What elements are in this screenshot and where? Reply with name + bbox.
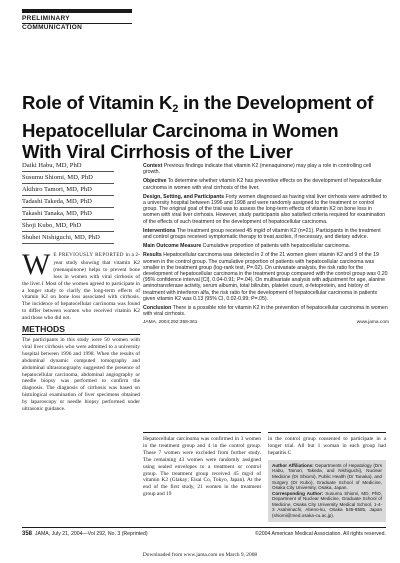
abstract-results — [143, 252, 389, 302]
design-head: Design, Setting, and Participants — [143, 193, 224, 200]
abstract-context — [143, 163, 389, 175]
author: Akihiro Tamori, MD, PhD — [22, 184, 114, 196]
intro-text: in a 2-year study showing that vitamin K2 (menaquinone) helps to prevent bone loss in women with viral cirrhosis of the liver.1 Most of the women agreed to participate in a longer study to clarify the long-term effects of vitamin K2 on bone loss associated with cirrhosis. The incidence of hepatocellular carcinoma was found to differ between women who received vitamin K2 and those who did not. — [22, 252, 141, 322]
results-head: Results — [143, 252, 162, 259]
abstract-conclusion — [143, 305, 389, 317]
citation-line — [143, 320, 389, 326]
abstract-objective — [143, 178, 389, 190]
download-notice: Downloaded from www.jama.com on March 9, 2008 — [142, 552, 258, 558]
author: Daiki Habu, MD, PhD — [22, 160, 114, 172]
author: Shoji Kubo, MD, PhD — [22, 220, 114, 232]
author: Tadashi Takeda, MD, PhD — [22, 196, 114, 208]
context-head: Context — [143, 163, 163, 169]
author-list — [22, 160, 114, 244]
interventions-text: The treatment group received 45 mg/d of vitamin K2 (n=21). Participants in the treatment and control groups received symptomatic therapy to treat ascites, if necessary, and dietary advice. — [143, 227, 381, 241]
body-column-3 — [268, 432, 386, 522]
page-footer — [22, 531, 386, 537]
copyright: ©2004 American Medical Association. All rights reserved. — [255, 531, 386, 537]
article-title — [22, 92, 382, 162]
col3-paragraph: in the control group consented to participate in a longer trial. All but 1 woman in each group had hepatitis C — [268, 436, 386, 456]
intro-paragraph — [22, 248, 141, 322]
intro-caps: E PREVIOUSLY REPORTED — [53, 253, 124, 258]
abstract — [143, 163, 389, 327]
design-text: Forty women diagnosed as having viral liver cirrhosis were admitted to a university hospital between 1996 and 1998 and were randomly assigned to the treatment or control group. The original goal of the trial was to assess the long-term effects of vitamin K2 on bone loss in women with viral liver cirrhosis. However, study participants also satisfied criteria required for examination of the effects of such treatment on the development of hepatocellular carcinoma. — [143, 193, 387, 225]
section-label — [22, 9, 132, 32]
interventions-head: Interventions — [143, 227, 176, 234]
objective-text: To determine whether vitamin K2 has preventive effects on the development of hepatocellular carcinoma in women with viral cirrhosis of the liver. — [143, 178, 382, 191]
section-line1: PRELIMINARY — [22, 15, 70, 22]
affiliations-box — [268, 460, 386, 522]
methods-paragraph: The participants in this study were 50 women with viral liver cirrhosis who were admitted to a university hospital between 1996 and 1998. When the results of abdominal dynamic computed tomography and abdominal ultrasonography suggested the presence of hepatocellular carcinoma, abdominal angiography or needle biopsy was performed to confirm the diagnosis. The diagnosis of cirrhosis was based on histological examination of liver specimens obtained by laparoscopy or needle biopsy performed under ultrasonic guidance. — [22, 336, 140, 413]
citation: JAMA. 2004;292:358-361 — [143, 320, 198, 326]
author: Takashi Tanaka, MD, PhD — [22, 208, 114, 220]
abstract-interventions — [143, 228, 389, 240]
drop-cap: W — [22, 248, 51, 281]
title-subscript: 2 — [172, 103, 179, 115]
corr-head: Corresponding Author: — [272, 490, 324, 496]
affil-text: Departments of Hepatology (Drs Habu, Tamori, Takeda, and Nishiguchi), Nuclear Medicine (Dr Shiomi), Public Health (Dr Tanaka), and Surgery (Dr Kubo), Graduate School of Medicine, Osaka City University, Osaka, Japan. — [272, 462, 382, 491]
outcome-text: Cumulative proportion of patients with hepatocellular carcinoma. — [201, 243, 351, 250]
conclusion-head: Conclusion — [143, 305, 172, 312]
journal-info: JAMA, July 21, 2004—Vol 292, No. 3 (Reprinted) — [34, 531, 148, 537]
context-text: Previous findings indicate that vitamin K2 (menaquinone) may play a role in controlling cell growth. — [143, 163, 372, 176]
title-part1: Role of Vitamin K — [22, 92, 173, 113]
objective-head: Objective — [143, 178, 167, 185]
col2-paragraph: Hepatocellular carcinoma was confirmed in 3 women in the treatment group and 4 in the control group. These 7 women were excluded from further study. The remaining 43 women were randomly assigned using sealed envelopes to a treatment or control group. The treatment group received 45 mg/d of vitamin K2 (Glakay; Eisai Co, Tokyo, Japan). At the end of the first study, 21 women in the treatment group and 19 — [143, 436, 261, 498]
author: Susumu Shiomi, MD, PhD — [22, 172, 114, 184]
methods-heading: METHODS — [22, 326, 140, 335]
abstract-design — [143, 194, 389, 225]
abstract-outcome — [143, 243, 389, 249]
author: Shuhei Nishiguchi, MD, PhD — [22, 232, 114, 244]
body-column-2 — [143, 432, 261, 498]
title-part2: in the Development of Hepatocellular Carcinoma in Women With Viral Cirrhosis of the Liver — [22, 92, 374, 162]
outcome-head: Main Outcome Measure — [143, 243, 202, 250]
results-text: Hepatocellular carcinoma was detected in 2 of the 21 women given vitamin K2 and 9 of the 19 women in the control group. The cumulative proportion of patients with hepatocellular carcinoma was smaller in the treatment group (log-rank test, P=.02). On univariate analysis, the risk ratio for the development of hepatocellular carcinoma in the treatment group compared with the control group was 0.20 (95% confidence interval [CI], 0.04-0.91; P=.04). On multivariate analysis with adjustment for age, alanine aminotransferase activity, serum albumin, total bilirubin, platelet count, α-fetoprotein, and history of treatment with interferon alfa, the risk ratio for the development of hepatocellular carcinoma in patients given vitamin K2 was 0.13 (95% CI, 0.02-0.99; P=.05). — [143, 252, 388, 302]
journal-link[interactable]: www.jama.com — [356, 320, 389, 326]
section-line2: COMMUNICATION — [22, 23, 132, 32]
affil-head: Author Affiliations: — [272, 462, 314, 468]
section-bar — [22, 9, 132, 13]
footer-rule — [22, 527, 386, 528]
corr-text: Susumu Shiomi, MD, PhD, Department of Nuclear Medicine, Graduate School of Medicine, Osaka City University Medical School, 1-4-3 Asahimachi, Abeno-ku, Osaka 545-8585, Japan (shiomi@med.osaka-cu.ac.jp). — [272, 490, 382, 519]
body-column-1 — [22, 248, 141, 413]
conclusion-text: There is a possible role for vitamin K2 in the prevention of hepatocellular carcinoma in women with viral cirrhosis. — [143, 305, 388, 318]
page-number: 358 — [22, 531, 33, 537]
